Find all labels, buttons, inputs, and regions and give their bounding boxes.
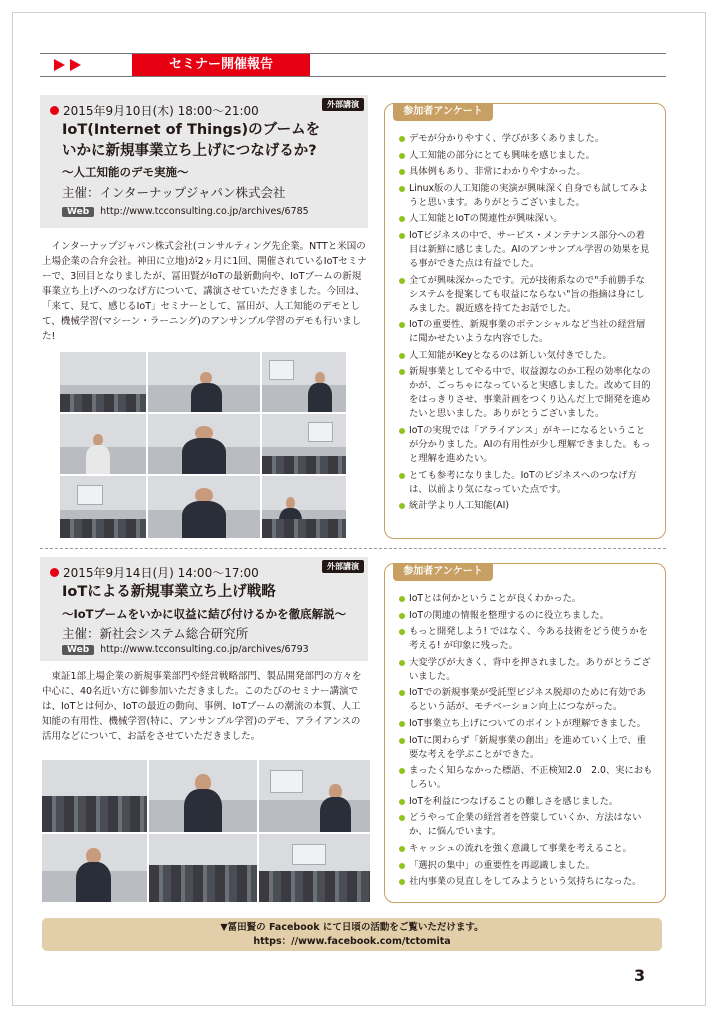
survey-item: IoTを利益につなげることの難しさを感じました。: [399, 795, 653, 809]
survey-item: IoTに関わらず「新規事業の創出」を進めていく上で、重要な考えを学ぶことができた。: [399, 734, 653, 762]
survey-item: IoTの実現では「アライアンス」がキーになるということが分かりました。AIの有用性が少し理解できました。もっと理解を進めたい。: [399, 424, 653, 466]
double-arrow-icon: [40, 54, 96, 76]
survey-item: もっと開発しよう! ではなく、今ある技術をどう使うかを考える! が印象に残った。: [399, 625, 653, 653]
section-divider: [40, 548, 666, 549]
external-lecture-badge: 外部講演: [322, 98, 364, 111]
survey-box: [384, 103, 666, 539]
event-date: 2015年9月14日(月) 14:00〜17:00: [50, 564, 259, 581]
seminar-photo: [259, 760, 370, 832]
seminar-photo: [60, 352, 146, 412]
survey-item: IoT事業立ち上げについてのポイントが理解できました。: [399, 717, 653, 731]
survey-item: 人工知能とIoTの関連性が興味深い。: [399, 212, 653, 226]
section-header: [40, 53, 666, 77]
facebook-text: ▼冨田賢の Facebook にて日頃の活動をご覧いただけます。: [220, 922, 484, 933]
seminar-photo: [148, 414, 260, 474]
facebook-banner: [42, 918, 662, 951]
seminar-photo: [42, 834, 147, 902]
survey-list: [399, 132, 653, 516]
survey-item: IoTビジネスの中で、サービス・メンテナンス部分への着目は新鮮に感じました。AIのアンサンブル学習の効果を見る事ができた点は有益でした。: [399, 229, 653, 271]
event-url[interactable]: http://www.tcconsulting.co.jp/archives/6793: [100, 644, 309, 655]
page-number: 3: [634, 966, 646, 985]
external-lecture-badge: 外部講演: [322, 560, 364, 573]
survey-item: 人工知能がKeyとなるのは新しい気付きでした。: [399, 349, 653, 363]
survey-item: どうやって企業の経営者を啓蒙していくか、方法はないか、に悩んでいます。: [399, 811, 653, 839]
seminar-photo: [42, 760, 147, 832]
survey-item: 人工知能の部分にとても興味を感じました。: [399, 149, 653, 163]
event-subtitle: 〜人工知能のデモ実施〜: [62, 165, 189, 179]
event-info-box: [40, 557, 368, 661]
event-web: [62, 206, 309, 217]
event-url[interactable]: http://www.tcconsulting.co.jp/archives/6785: [100, 206, 309, 217]
event-web: [62, 644, 309, 655]
survey-title: 参加者アンケート: [393, 103, 493, 121]
event-organizer: 主催：インターナップジャパン株式会社: [62, 185, 286, 200]
event-body: 東証1部上場企業の新規事業部門や経営戦略部門、製品開発部門の方々を中心に、40名近い方に御参加いただきました。このたびのセミナー講演では、IoTとは何か、IoTの最近の動向、事例、IoTブームの潮流の本質、人工知能の有用性、機械学習(特に、アンサンブル学習)のデモ、アライアンスの活用などについて、お話をさせていただきました。: [42, 671, 362, 742]
seminar-photo: [259, 834, 370, 902]
survey-item: キャッシュの流れを強く意識して事業を考えること。: [399, 842, 653, 856]
survey-item: 全てが興味深かったです。元が技術系なので"手前勝手なシステムを提案しても収益にならない"旨の指摘は身にしみました。親近感を持てたお話でした。: [399, 274, 653, 316]
survey-item: Linux版の人工知能の実演が興味深く自身でも試してみようと思います。ありがとうございました。: [399, 182, 653, 210]
event-body: インターナップジャパン株式会社(コンサルティング先企業。NTTと米国の上場企業の合弁会社。神田に立地)が2ヶ月に1回、開催されているIoTセミナーで、3回目となりましたが、冨田賢がIoTの最新動向や、IoTブームの新規事業立ち上げへのつなげ方について、講演させていただきました。今回は、「来て、見て、感じるIoT」セミナーとして、冨田が、人工知能のデモとして、機械学習(マシーン・ラーニング)のアンサンブル学習のデモも行いました!: [42, 241, 367, 342]
survey-item: デモが分かりやすく、学びが多くありました。: [399, 132, 653, 146]
facebook-link[interactable]: https：//www.facebook.com/tctomita: [253, 936, 451, 947]
event-title: IoTによる新規事業立ち上げ戦略: [62, 584, 276, 600]
event-title: IoT(Internet of Things)のブームを: [62, 122, 321, 138]
event-subtitle: 〜IoTブームをいかに収益に結び付けるかを徹底解説〜: [62, 607, 347, 621]
web-label: Web: [62, 207, 94, 217]
survey-item: まったく知らなかった標語、不正検知2.0 2.0、実におもしろい。: [399, 764, 653, 792]
survey-item: 「選択の集中」の重要性を再認識しました。: [399, 859, 653, 873]
survey-list: [399, 592, 653, 892]
photo-grid: [42, 760, 370, 904]
seminar-photo: [262, 352, 346, 412]
survey-item: 大変学びが大きく、背中を押されました。ありがとうございました。: [399, 656, 653, 684]
bullet-dot-icon: [50, 106, 59, 115]
photo-grid: [60, 352, 346, 538]
section-title: セミナー開催報告: [132, 54, 310, 76]
survey-item: 具体例もあり、非常にわかりやすかった。: [399, 165, 653, 179]
survey-item: IoTとは何かということが良くわかった。: [399, 592, 653, 606]
seminar-photo: [148, 352, 260, 412]
seminar-photo: [262, 476, 346, 538]
survey-item: IoTでの新規事業が受託型ビジネス脱却のために有効であるという話が、モチベーション向上につながった。: [399, 686, 653, 714]
seminar-photo: [60, 476, 146, 538]
survey-title: 参加者アンケート: [393, 563, 493, 581]
survey-item: IoTの関連の情報を整理するのに役立ちました。: [399, 609, 653, 623]
event-organizer: 主催：新社会システム総合研究所: [62, 626, 249, 641]
seminar-photo: [148, 476, 260, 538]
survey-box: [384, 563, 666, 903]
survey-item: 社内事業の見直しをしてみようという気持ちになった。: [399, 875, 653, 889]
seminar-photo: [262, 414, 346, 474]
bullet-dot-icon: [50, 568, 59, 577]
survey-item: とても参考になりました。IoTのビジネスへのつなげ方は、以前より気になっていた点です。: [399, 469, 653, 497]
seminar-photo: [149, 834, 257, 902]
seminar-photo: [60, 414, 146, 474]
survey-item: IoTの重要性、新規事業のポテンシャルなど当社の経営層に聞かせたいような内容でした。: [399, 318, 653, 346]
seminar-photo: [149, 760, 257, 832]
event-title: いかに新規事業立ち上げにつなげるか?: [62, 143, 317, 159]
event-date: 2015年9月10日(木) 18:00〜21:00: [50, 102, 259, 119]
survey-item: 統計学より人工知能(AI): [399, 499, 653, 513]
survey-item: 新規事業としてやる中で、収益源なのか工程の効率化なのかが、ごっちゃになっていると実感しました。改めて目的をはっきりさせ、事業計画をつくり込んだ上で開発を進めたいと思いました。ありがとうございました。: [399, 365, 653, 421]
event-info-box: [40, 95, 368, 228]
web-label: Web: [62, 645, 94, 655]
